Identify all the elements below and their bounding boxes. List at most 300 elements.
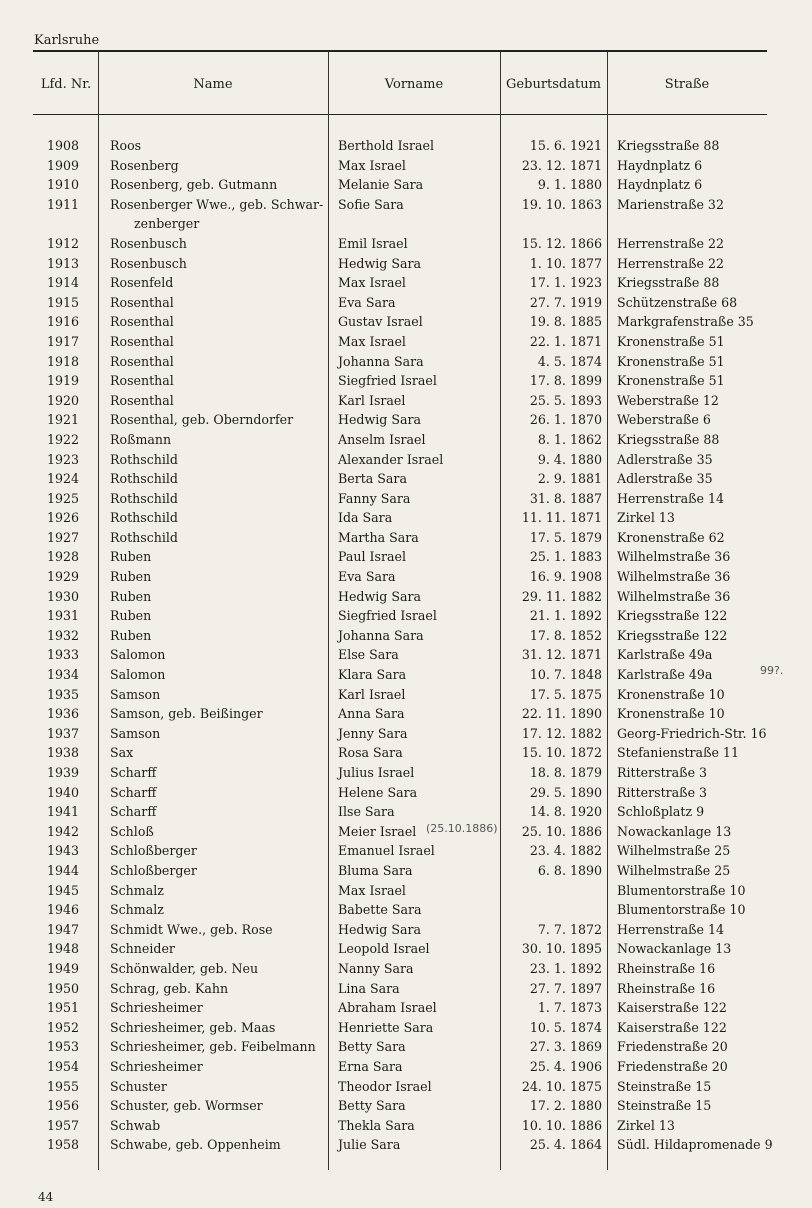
table-row [0,254,812,274]
birth-date: 9. 4. 1880 [537,451,602,467]
given-name: Emil Israel [338,235,408,251]
surname [110,450,330,470]
entry-number: 1920 [47,392,80,408]
birth-date: 11. 11. 1871 [521,510,602,526]
street-address: Schützenstraße 68 [617,294,738,310]
surname [110,645,330,665]
street-address: Friedenstraße 20 [617,1039,728,1055]
given-name: Betty Sara [338,1039,406,1055]
birth-date: 10. 10. 1886 [521,1117,602,1133]
surname-text: Ruben [110,569,152,585]
street-address: Zirkel 13 [617,510,675,526]
surname-text: Schmalz [110,902,164,918]
given-name: Alexander Israel [338,451,444,467]
surname [110,920,330,940]
given-name: Julie Sara [338,1137,401,1153]
header-rule [33,114,767,115]
birth-date: 17. 8. 1852 [529,627,602,643]
street-address: Friedenstraße 20 [617,1058,728,1074]
surname-text: Schriesheimer, geb. Maas [110,1019,276,1035]
street-address: Kriegsstraße 122 [617,608,728,624]
given-name: Hedwig Sara [338,412,422,428]
table-row [0,567,812,587]
entry-number: 1929 [47,569,80,585]
birth-date: 25. 4. 1906 [529,1058,602,1074]
table-row [0,1018,812,1038]
header-vorname: Vorname [384,77,444,92]
entry-number: 1930 [47,588,80,604]
birth-date: 17. 1. 1923 [529,275,602,291]
given-name: Max Israel [338,333,406,349]
surname [110,273,330,293]
table-row [0,783,812,803]
birth-date: 18. 8. 1879 [529,765,602,780]
street-address: Steinstraße 15 [617,1078,712,1094]
entry-number: 1940 [47,784,80,800]
street-address: Wilhelmstraße 36 [617,549,731,565]
birth-date: 30. 10. 1895 [521,941,602,957]
given-name: Theodor Israel [338,1078,432,1094]
birth-date: 10. 5. 1874 [529,1019,602,1035]
birth-date: 6. 8. 1890 [537,862,602,878]
table-row [0,234,812,254]
entry-number: 1954 [47,1058,80,1074]
surname [110,1135,330,1155]
birth-date: 29. 11. 1882 [521,588,602,604]
given-name: Paul Israel [338,549,407,565]
surname [110,312,330,332]
street-address: Adlerstraße 35 [617,471,713,487]
entry-number: 1953 [47,1039,80,1055]
surname-text: Rothschild [110,451,178,467]
surname [110,1018,330,1038]
table-row [0,175,812,195]
header-date: Geburtsdatum [506,77,601,92]
surname-text: Rosenthal [110,392,174,408]
given-name: Thekla Sara [338,1117,415,1133]
entry-number: 1935 [47,686,80,702]
table-row [0,1135,812,1155]
birth-date: 22. 1. 1871 [529,333,602,349]
surname-text: Schmidt Wwe., geb. Rose [110,921,273,937]
street-address: Herrenstraße 14 [617,921,724,937]
birth-date: 17. 5. 1875 [529,686,602,702]
given-name: Siegfried Israel [338,608,437,624]
surname-text: Rosenfeld [110,275,174,291]
street-address: Wilhelmstraße 25 [617,843,731,859]
birth-date: 25. 4. 1864 [529,1137,602,1153]
table-row [0,1037,812,1057]
table-row [0,665,812,685]
entry-number: 1910 [47,177,80,193]
entry-number: 1917 [47,333,80,349]
table-row [0,1077,812,1097]
table-row [0,547,812,567]
birth-date: 17. 5. 1879 [529,529,602,545]
surname-continuation: zenberger [134,216,200,232]
entry-number: 1938 [47,745,80,761]
entry-number: 1945 [47,882,80,898]
street-address: Weberstraße 12 [617,392,719,408]
birth-date: 14. 8. 1920 [529,804,602,820]
street-address: Wilhelmstraße 36 [617,588,731,604]
birth-date: 2. 9. 1881 [537,471,602,487]
street-address: Steinstraße 15 [617,1098,712,1114]
top-rule [33,50,767,52]
handwritten-note: 99?. [760,664,784,677]
entry-number: 1933 [47,647,80,663]
street-address: Ritterstraße 3 [617,784,708,800]
given-name: Max Israel [338,157,406,173]
birth-date: 27. 3. 1869 [529,1039,602,1055]
street-address: Kaiserstraße 122 [617,1019,727,1035]
entry-number: 1937 [47,725,80,741]
surname-text: Roos [110,138,142,153]
surname [110,841,330,861]
surname [110,900,330,920]
header-name: Name [193,77,233,92]
street-address: Adlerstraße 35 [617,451,713,467]
table-row [0,450,812,470]
birth-date: 26. 1. 1870 [529,412,602,428]
surname-text: Ruben [110,627,152,643]
table-row [0,489,812,509]
street-address: Kriegsstraße 122 [617,627,728,643]
surname [110,352,330,372]
surname-text: Rosenbusch [110,235,187,251]
surname [110,332,330,352]
surname [110,1057,330,1077]
surname [110,939,330,959]
birth-date: 8. 1. 1862 [537,431,602,447]
given-name: Eva Sara [338,569,396,585]
table-row [0,900,812,920]
table-row [0,1096,812,1116]
given-name: Nanny Sara [338,960,414,976]
given-name: Anselm Israel [338,431,426,447]
given-name: Johanna Sara [338,627,424,643]
street-address: Schloßplatz 9 [617,804,705,820]
given-name: Sofie Sara [338,196,404,212]
table-row [0,469,812,489]
surname [110,626,330,646]
table-row [0,998,812,1018]
table-row [0,802,812,822]
surname [110,606,330,626]
handwritten-note: (25.10.1886) [426,822,498,835]
table-row [0,881,812,901]
city-heading: Karlsruhe [34,33,100,48]
entry-number: 1946 [47,902,80,918]
given-name: Berthold Israel [338,138,435,153]
entry-number: 1915 [47,294,80,310]
surname [110,547,330,567]
birth-date: 16. 9. 1908 [529,569,602,585]
surname-text: Samson, geb. Beißinger [110,706,263,722]
surname-text: Rothschild [110,490,178,506]
given-name: Fanny Sara [338,490,411,506]
surname-text: Salomon [110,667,166,683]
surname [110,508,330,528]
given-name: Else Sara [338,647,399,663]
surname [110,724,330,744]
given-name: Emanuel Israel [338,843,435,859]
surname-text: Schloßberger [110,862,197,878]
given-name: Hedwig Sara [338,588,422,604]
birth-date: 19. 10. 1863 [521,196,602,212]
street-address: Blumentorstraße 10 [617,902,746,918]
street-address: Nowackanlage 13 [617,941,732,957]
surname-text: Rosenberg, geb. Gutmann [110,177,278,193]
given-name: Siegfried Israel [338,373,437,389]
header-street: Straße [664,77,710,92]
surname [110,704,330,724]
birth-date: 25. 5. 1893 [529,392,602,408]
surname [110,665,330,685]
surname [110,685,330,705]
birth-date: 17. 8. 1899 [529,373,602,389]
birth-date: 17. 12. 1882 [521,725,602,741]
surname-text: Schrag, geb. Kahn [110,980,229,996]
entry-number: 1916 [47,314,80,330]
street-address: Ritterstraße 3 [617,765,708,780]
birth-date: 24. 10. 1875 [521,1078,602,1094]
given-name: Gustav Israel [338,314,423,330]
street-address: Karlstraße 49a [617,647,713,663]
street-address: Südl. Hildapromenade 9 [617,1137,773,1153]
given-name: Julius Israel [338,765,415,780]
street-address: Kaiserstraße 122 [617,1000,727,1016]
given-name: Max Israel [338,882,406,898]
given-name: Melanie Sara [338,177,424,193]
table-row [0,606,812,626]
birth-date: 25. 1. 1883 [529,549,602,565]
birth-date: 22. 11. 1890 [521,706,602,722]
street-address: Marienstraße 32 [617,196,724,212]
entry-number: 1922 [47,431,80,447]
table-row [0,1057,812,1077]
street-address: Rheinstraße 16 [617,980,716,996]
street-address: Kronenstraße 10 [617,706,725,722]
entry-number: 1950 [47,980,80,996]
birth-date: 27. 7. 1897 [529,980,602,996]
birth-date: 27. 7. 1919 [529,294,602,310]
given-name: Henriette Sara [338,1019,434,1035]
table-row [0,822,812,842]
surname-text: Schuster [110,1078,167,1094]
surname [110,802,330,822]
given-name: Leopold Israel [338,941,430,957]
given-name: Berta Sara [338,471,407,487]
street-address: Herrenstraße 14 [617,490,724,506]
surname [110,391,330,411]
given-name: Karl Israel [338,392,406,408]
surname-text: Schwab [110,1117,161,1133]
birth-date: 7. 7. 1872 [537,921,602,937]
surname [110,156,330,176]
surname [110,175,330,195]
entry-number: 1947 [47,921,80,937]
entry-number: 1918 [47,353,80,369]
surname-text: Schmalz [110,882,164,898]
birth-date: 1. 7. 1873 [537,1000,602,1016]
table-row [0,959,812,979]
surname-text: Rosenthal [110,314,174,330]
surname-text: Samson [110,686,161,702]
street-address: Georg-Friedrich-Str. 16 [617,725,767,741]
birth-date: 23. 1. 1892 [529,960,602,976]
entry-number: 1926 [47,510,80,526]
street-address: Nowackanlage 13 [617,823,732,839]
street-address: Weberstraße 6 [617,412,711,428]
surname-text: Schuster, geb. Wormser [110,1098,263,1114]
given-name: Jenny Sara [338,725,408,741]
given-name: Hedwig Sara [338,255,422,271]
surname [110,528,330,548]
entry-number: 1923 [47,451,80,467]
surname-text: Ruben [110,608,152,624]
entry-number: 1911 [47,196,80,212]
birth-date: 15. 6. 1921 [529,138,602,153]
surname-text: Schloßberger [110,843,197,859]
table-row [0,920,812,940]
entry-number: 1924 [47,471,80,487]
table-row [0,136,812,156]
street-address: Herrenstraße 22 [617,235,724,251]
street-address: Stefanienstraße 11 [617,745,739,761]
table-row [0,763,812,783]
entry-number: 1934 [47,667,80,683]
table-row [0,508,812,528]
surname [110,1096,330,1116]
entry-number: 1912 [47,235,80,251]
surname-text: Salomon [110,647,166,663]
surname [110,371,330,391]
given-name: Abraham Israel [338,1000,437,1016]
birth-date: 23. 4. 1882 [529,843,602,859]
table-row [0,312,812,332]
given-name: Babette Sara [338,902,422,918]
entry-number: 1925 [47,490,80,506]
birth-date: 4. 5. 1874 [537,353,602,369]
table-row [0,861,812,881]
surname [110,430,330,450]
given-name: Bluma Sara [338,862,413,878]
surname [110,410,330,430]
entry-number: 1913 [47,255,80,271]
surname-text: Rosenthal [110,294,174,310]
given-name: Anna Sara [338,706,405,722]
surname [110,567,330,587]
given-name: Eva Sara [338,294,396,310]
street-address: Kriegsstraße 88 [617,138,720,153]
table-row [0,939,812,959]
birth-date: 9. 1. 1880 [537,177,602,193]
table-row [0,979,812,999]
street-address: Kriegsstraße 88 [617,275,720,291]
entry-number: 1943 [47,843,80,859]
surname [110,959,330,979]
birth-date: 15. 12. 1866 [521,235,602,251]
entry-number: 1931 [47,608,80,624]
surname [110,822,330,842]
table-row [0,724,812,744]
surname-text: Schriesheimer, geb. Feibelmann [110,1039,316,1055]
surname-text: Samson [110,725,161,741]
entry-number: 1914 [47,275,80,291]
given-name: Lina Sara [338,980,400,996]
entry-number: 1944 [47,862,80,878]
street-address: Herrenstraße 22 [617,255,724,271]
register-table [0,136,812,1155]
surname [110,195,330,234]
entry-number: 1942 [47,823,80,839]
surname-text: Rosenthal [110,333,174,349]
entry-number: 1941 [47,804,80,820]
table-row [0,430,812,450]
surname [110,234,330,254]
given-name: Meier Israel [338,823,417,839]
surname-text: Rothschild [110,471,178,487]
table-row [0,156,812,176]
given-name: Rosa Sara [338,745,403,761]
entry-number: 1927 [47,529,80,545]
surname [110,743,330,763]
entry-number: 1957 [47,1117,80,1133]
surname-text: Rosenthal, geb. Oberndorfer [110,412,294,428]
surname-text: Rosenthal [110,373,174,389]
given-name: Erna Sara [338,1058,403,1074]
surname-text: Scharff [110,784,157,800]
street-address: Kronenstraße 51 [617,333,725,349]
street-address: Markgrafenstraße 35 [617,314,754,330]
entry-number: 1939 [47,765,80,780]
surname [110,783,330,803]
entry-number: 1956 [47,1098,80,1114]
surname-text: Schriesheimer [110,1000,203,1016]
surname-text: Rothschild [110,510,178,526]
birth-date: 15. 10. 1872 [521,745,602,761]
surname [110,469,330,489]
surname [110,136,330,156]
table-row [0,743,812,763]
street-address: Haydnplatz 6 [617,157,703,173]
table-row [0,626,812,646]
surname-text: Rosenberger Wwe., geb. Schwar- [110,196,324,212]
surname [110,1116,330,1136]
given-name: Betty Sara [338,1098,406,1114]
given-name: Max Israel [338,275,406,291]
surname-text: Schneider [110,941,175,957]
entry-number: 1909 [47,157,80,173]
street-address: Wilhelmstraße 25 [617,862,731,878]
street-address: Kronenstraße 62 [617,529,725,545]
page-number: 44 [38,1190,54,1204]
entry-number: 1908 [47,138,80,153]
birth-date: 23. 12. 1871 [521,157,602,173]
table-row [0,841,812,861]
surname [110,489,330,509]
entry-number: 1919 [47,373,80,389]
surname [110,979,330,999]
surname [110,293,330,313]
table-row [0,685,812,705]
given-name: Ida Sara [338,510,393,526]
birth-date: 31. 8. 1887 [529,490,602,506]
birth-date: 31. 12. 1871 [521,647,602,663]
surname-text: Schriesheimer [110,1058,203,1074]
birth-date: 19. 8. 1885 [529,314,602,330]
